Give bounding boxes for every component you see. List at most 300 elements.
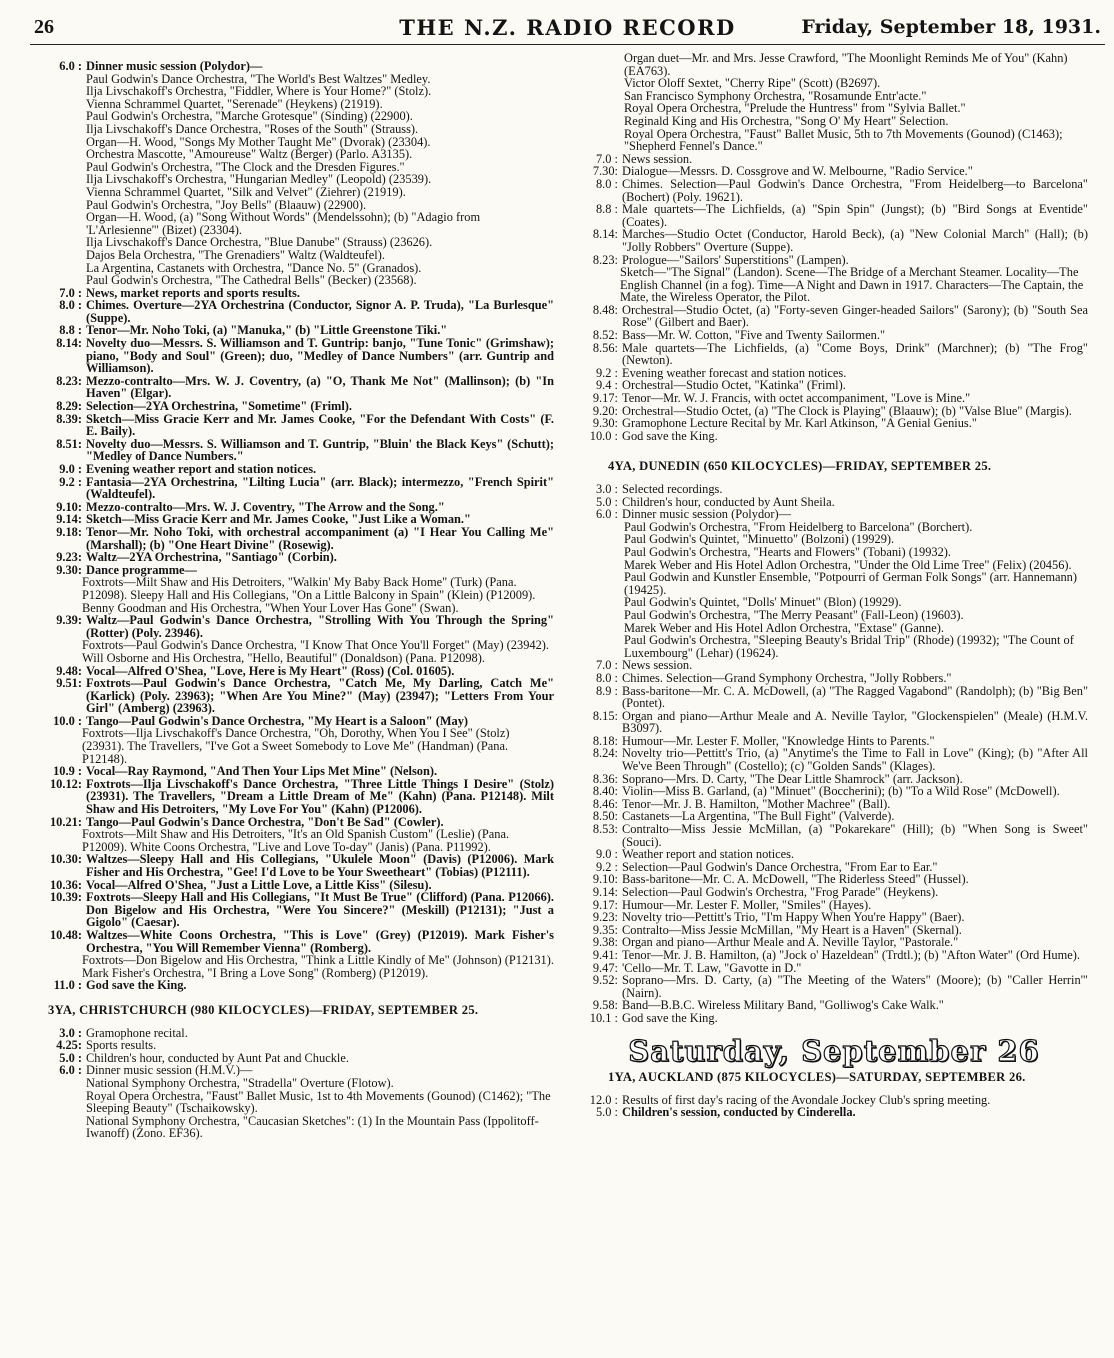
entry-text: Dinner music session (H.M.V.)— xyxy=(86,1063,253,1078)
entry-time: 7.0 : xyxy=(595,151,618,166)
entry-text: Tenor—Mr. Noho Toki, (a) "Manuka," (b) "Little Greenstone Tiki." xyxy=(86,323,448,338)
recording-item: Paul Godwin's Quintet, "Dolls' Minuet" (Blon) (19929). xyxy=(624,595,902,610)
programme-entry xyxy=(42,337,554,375)
right-column xyxy=(580,52,1088,1119)
entry-body xyxy=(86,299,554,324)
entry-body xyxy=(622,911,1088,924)
entry-body xyxy=(86,400,554,413)
entry-body xyxy=(86,463,554,476)
entry-time: 9.18: xyxy=(56,524,82,539)
programme-entry xyxy=(580,228,1088,253)
entry-body xyxy=(86,438,554,463)
entry-time: 9.23: xyxy=(56,550,82,565)
programme-entry xyxy=(42,551,554,564)
programme-entry xyxy=(42,526,554,551)
recording-item: Foxtrots—Milt Shaw and His Detroiters, "Walkin' My Baby Back Home" (Turk) (Pana. P12098). Sleepy Hall and His Collegians, "On a Little Balcony in Spain" (Klein) (P12009). Benny Goodman and His Orchestra, "When Your Lover Has Gone" (Swan). xyxy=(82,575,536,615)
entry-text: Chimes. Overture—2YA Orchestrina (Conductor, Signor A. P. Truda), "La Burlesque" (Suppe). xyxy=(86,298,554,325)
programme-entry xyxy=(42,375,554,400)
entry-time: 10.1 : xyxy=(589,1010,618,1025)
entry-body xyxy=(622,417,1088,430)
entry-text: Fantasia—2YA Orchestrina, "Lilting Lucia" (arr. Black); intermezzo, "French Spirit" (Waldteufel). xyxy=(86,474,554,502)
entry-time: 8.0 : xyxy=(595,176,618,191)
recording-item: Paul Godwin's Orchestra, "The Cathedral Bells" (Becker) (23568). xyxy=(86,273,417,288)
programme-entry xyxy=(42,1039,554,1052)
entry-text: Sports results. xyxy=(86,1038,157,1053)
1ya-heading: 1YA, AUCKLAND (875 KILOCYCLES)—SATURDAY, SEPTEMBER 26. xyxy=(608,1070,1026,1085)
recording-item: Reginald King and His Orchestra, "Song O' My Heart" Selection. xyxy=(624,113,949,128)
entry-body xyxy=(86,1027,554,1040)
entry-time: 8.48: xyxy=(592,302,618,317)
programme-entry xyxy=(580,392,1088,405)
entry-body xyxy=(622,304,1088,329)
programme-entry xyxy=(580,203,1088,228)
entry-text: Soprano—Mrs. D. Carty, "The Dear Little Shamrock" (arr. Jackson). xyxy=(622,771,963,786)
entry-body xyxy=(86,614,554,639)
recording-item: Ilja Livschakoff's Orchestra, "Fiddler, Where is Your Home?" (Stolz). xyxy=(86,84,432,99)
entry-text: News, market reports and sports results. xyxy=(86,285,300,300)
entry-time: 8.14: xyxy=(592,227,618,242)
entry-body xyxy=(622,329,1088,342)
entry-body xyxy=(86,778,554,816)
programme-entry xyxy=(42,778,554,816)
entry-text: Novelty duo—Messrs. S. Williamson and T. Guntrip, "Bluin' the Black Keys" (Schutt); "Medley of Dance Numbers." xyxy=(86,436,554,464)
entry-text: Male quartets—The Lichfields, (a) "Come Boys, Drink" (Marchner); (b) "The Frog" (Newton). xyxy=(622,340,1088,368)
programme-entry xyxy=(580,342,1088,367)
recording-item: Ilja Livschakoff's Orchestra, "Hungarian Medley" (Leopold) (23539). xyxy=(86,172,432,187)
entry-time: 11.0 : xyxy=(53,978,82,993)
entry-text: 'Cello—Mr. T. Law, "Gavotte in D." xyxy=(622,960,802,975)
programme-entry xyxy=(42,60,554,73)
entry-time: 9.14: xyxy=(56,512,82,527)
recording-item: Royal Opera Orchestra, "Faust" Ballet Music, 1st to 4th Movements (Gounod) (C1462); "The Sleeping Beauty" (Tschaikowsky). xyxy=(86,1088,551,1116)
entry-body xyxy=(622,672,1088,685)
entry-text: Tenor—Mr. W. J. Francis, with octet accompaniment, "Love is Mine." xyxy=(622,391,971,406)
entry-text: Novelty trio—Pettitt's Trio, "I'm Happy When You're Happy" (Baer). xyxy=(622,910,965,925)
entry-time: 3.0 : xyxy=(59,1025,82,1040)
entry-text: Evening weather report and station notices. xyxy=(86,462,317,476)
entry-text: Band—B.B.C. Wireless Military Band, "Golliwog's Cake Walk." xyxy=(622,998,944,1013)
recording-item: Foxtrots—Don Bigelow and His Orchestra, "Think a Little Kindly of Me" (Johnson) (P12131). Mark Fisher's Orchestra, "I Bring a Love Song" (Romberg) (P12019). xyxy=(82,953,554,980)
entry-text: Weather report and station notices. xyxy=(622,847,795,862)
entry-text: Castanets—La Argentina, "The Bull Fight" (Valverde). xyxy=(622,809,895,824)
entry-text: Male quartets—The Lichfields, (a) "Spin Spin" (Jungst); (b) "Bird Songs at Eventide" (Coates). xyxy=(622,202,1088,229)
entry-text: Organ and piano—Arthur Meale and A. Neville Taylor, "Pastorale." xyxy=(622,935,959,950)
entry-body xyxy=(622,508,1088,521)
entry-body xyxy=(86,337,554,375)
entry-text: Waltzes—White Coons Orchestra, "This is Love" (Grey) (P12019). Mark Fisher's Orchestra, "You Will Remember Vienna" (Romberg). xyxy=(86,927,554,955)
entry-items xyxy=(42,73,554,287)
recording-item: Organ—H. Wood, (a) "Song Without Words" (Mendelssohn); (b) "Adagio from 'L'Arlesienne'" (Bizet) (23304). xyxy=(86,210,481,237)
programme-entry xyxy=(42,400,554,413)
recording-item: Victor Oloff Sextet, "Cherry Ripe" (Scott) (B2697). xyxy=(624,76,881,91)
recording-item: Orchestra Mascotte, "Amoureuse" Waltz (Berger) (Parlo. A3135). xyxy=(86,147,413,162)
entry-text: Foxtrots—Paul Godwin's Dance Orchestra, "Catch Me, My Darling, Catch Me" (Karlick) (Poly. 23963); "When Are You Mine?" (May) (23947); "Letters From Your Girl" (Amberg) (23963). xyxy=(86,676,554,716)
entry-text: Tenor—Mr. J. B. Hamilton, "Mother Machree" (Ball). xyxy=(622,796,891,811)
entry-time: 7.0 : xyxy=(595,658,618,673)
entry-body xyxy=(86,413,554,438)
recording-item: Foxtrots—Ilja Livschakoff's Dance Orchestra, "Oh, Dorothy, When You I See" (Stolz) (23931). The Travellers, "I've Got a Sweet Somebody to Love Me" (Handman) (Pana. P12148). xyxy=(82,726,510,766)
entry-time: 9.51: xyxy=(56,676,82,691)
entry-time: 10.36: xyxy=(49,877,82,892)
entry-time: 9.41: xyxy=(592,947,618,962)
entry-body xyxy=(622,1106,1088,1119)
entry-time: 10.30: xyxy=(49,852,82,867)
entry-time: 9.58: xyxy=(592,998,618,1013)
recording-item: National Symphony Orchestra, "Stradella" Overture (Flotow). xyxy=(86,1075,394,1090)
recording-item: Ilja Livschakoff's Dance Orchestra, "Roses of the South" (Strauss). xyxy=(86,121,419,136)
entry-text: Chimes. Selection—Paul Godwin's Dance Orchestra, "From Heidelberg—to Barcelona" (Bochert) (Poly. 19621). xyxy=(622,176,1088,204)
entry-text: Vocal—Ray Raymond, "And Then Your Lips Met Mine" (Nelson). xyxy=(86,764,438,779)
entry-text: Dialogue—Messrs. D. Cossgrove and W. Melbourne, "Radio Service." xyxy=(622,164,973,179)
programme-entry xyxy=(42,853,554,878)
entry-time: 6.0 : xyxy=(59,59,82,73)
entry-time: 9.35: xyxy=(592,922,618,937)
entry-text: Tenor—Mr. Noho Toki, with orchestral accompaniment (a) "I Hear You Calling Me" (Marshall); (b) "One Heart Divine" (Rosewig). xyxy=(86,524,554,552)
entry-body xyxy=(622,342,1088,367)
4ya-programme xyxy=(580,483,1088,1025)
entry-text: Waltz—2YA Orchestrina, "Santiago" (Corbin). xyxy=(86,550,337,565)
entry-text: Vocal—Alfred O'Shea, "Love, Here is My Heart" (Ross) (Col. 01605). xyxy=(86,663,455,678)
3ya-heading: 3YA, CHRISTCHURCH (980 KILOCYCLES)—FRIDAY, SEPTEMBER 25. xyxy=(48,1002,479,1017)
entry-time: 9.0 : xyxy=(59,462,82,476)
3ya-programme xyxy=(42,1027,554,1140)
entry-time: 9.20: xyxy=(592,403,618,418)
programme-entry xyxy=(42,438,554,463)
programme-entry xyxy=(580,1106,1088,1119)
entry-body xyxy=(86,1039,554,1052)
recording-item: National Symphony Orchestra, "Caucasian Sketches": (1) In the Mountain Pass (Ippolitoff-Iwanoff) (Zono. EF36). xyxy=(86,1113,539,1141)
programme-entry xyxy=(42,463,554,476)
recording-item: Paul Godwin's Quintet, "Minuetto" (Bolzoni) (19929). xyxy=(624,532,895,547)
page-number: 26 xyxy=(34,16,54,38)
programme-entry xyxy=(580,672,1088,685)
entry-time: 12.0 : xyxy=(589,1092,618,1107)
recording-item: Paul Godwin's Orchestra, "From Heidelberg to Barcelona" (Borchert). xyxy=(624,519,973,534)
entry-text: Sketch—Miss Gracie Kerr and Mr. James Cooke, "For the Defendant With Costs" (F. E. Baily). xyxy=(86,411,554,439)
entry-text: Tenor—Mr. J. B. Hamilton, (a) "Jock o' Hazeldean" (Trdtl.); (b) "Afton Water" (Ord Hume). xyxy=(622,947,1080,962)
entry-time: 9.23: xyxy=(592,910,618,925)
entry-time: 9.38: xyxy=(592,935,618,950)
entry-text: Children's session, conducted by Cinderella. xyxy=(622,1105,856,1120)
entry-time: 10.0 : xyxy=(53,713,82,728)
entry-text: Evening weather forecast and station notices. xyxy=(622,365,847,380)
entry-text: News session. xyxy=(622,658,693,673)
recording-item: Marek Weber and His Hotel Adlon Orchestra, "Under the Old Lime Tree" (Felix) (20456). xyxy=(624,557,1072,572)
programme-entry xyxy=(42,979,554,992)
entry-time: 10.48: xyxy=(49,927,82,942)
programme-entry xyxy=(580,329,1088,342)
programme-entry xyxy=(42,476,554,501)
entry-text: Children's hour, conducted by Aunt Sheila. xyxy=(622,494,835,509)
entry-text: Foxtrots—Ilja Livschakoff's Dance Orchestra, "Three Little Things I Desire" (Stolz) (23931). The Travellers, "Dream a Little Dream of Me" (Kahn) (Pana. P12148). Milt Shaw and His Detroiters, "My Love For You" (Kahn) (P12006). xyxy=(86,776,554,817)
entry-time: 7.30: xyxy=(592,164,618,179)
recording-item: San Francisco Symphony Orchestra, "Rosamunde Entr'acte." xyxy=(624,88,927,103)
1ya-programme xyxy=(580,1094,1088,1119)
recording-item: Paul Godwin's Orchestra, "Hearts and Flowers" (Tobani) (19932). xyxy=(624,544,952,559)
entry-text: Contralto—Miss Jessie McMillan, (a) "Pokarekare" (Hill); (b) "When Song is Sweet" (Souci). xyxy=(622,822,1088,849)
entry-body xyxy=(622,430,1088,443)
entry-body xyxy=(86,677,554,715)
entry-continuation xyxy=(580,266,1088,304)
recording-item: Paul Godwin's Dance Orchestra, "The World's Best Waltzes" Medley. xyxy=(86,71,431,86)
recording-item: Sketch—"The Signal" (Landon). Scene—The Bridge of a Merchant Steamer. Locality—The English Channel (in a fog). Time—A Night and Dawn in 1917. Characters—The Captain, the Mate, the Wireless Operator, the Pilot. xyxy=(620,265,1084,305)
entry-body xyxy=(86,891,554,929)
entry-continuation xyxy=(42,639,554,664)
entry-time: 7.0 : xyxy=(59,285,82,300)
entry-text: Results of first day's racing of the Avondale Jockey Club's spring meeting. xyxy=(622,1092,991,1107)
programme-entry xyxy=(42,891,554,929)
entry-text: Selection—Paul Godwin's Orchestra, "Frog Parade" (Heykens). xyxy=(622,885,939,899)
recording-item: Paul Godwin's Orchestra, "Joy Bells" (Blaauw) (22900). xyxy=(86,197,367,212)
entry-text: Orchestral—Studio Octet, (a) "The Clock is Playing" (Blaauw); (b) "Valse Blue" (Margis). xyxy=(622,403,1072,418)
entry-text: Orchestral—Studio Octet, "Katinka" (Friml). xyxy=(622,378,846,393)
entry-text: Waltzes—Sleepy Hall and His Collegians, "Ukulele Moon" (Davis) (P12006). Mark Fisher and His Orchestra, "Gee! I'd Love to be Your Sweetheart" (Tobias) (P12111). xyxy=(86,852,554,879)
entry-text: Sketch—Miss Gracie Kerr and Mr. James Cooke, "Just Like a Woman." xyxy=(86,512,471,527)
entry-time: 10.39: xyxy=(49,890,82,905)
entry-text: Tango—Paul Godwin's Dance Orchestra, "My Heart is a Saloon" (May) xyxy=(86,713,469,728)
entry-continuation xyxy=(42,576,554,614)
entry-time: 9.4 : xyxy=(595,378,618,393)
entry-text: Gramophone Lecture Recital by Mr. Karl Atkinson, "A Genial Genius." xyxy=(622,416,977,431)
entry-text: Violin—Miss B. Garland, (a) "Minuet" (Boccherini); (b) "To a Wild Rose" (McDowell). xyxy=(622,784,1060,799)
entry-body xyxy=(86,929,554,954)
entry-text: Foxtrots—Sleepy Hall and His Collegians, "It Must Be True" (Clifford) (Pana. P12066). Don Bigelow and His Orchestra, "Were You Sincere?" (Meskill) (P12131); "Just a Gigolo" (Caesar). xyxy=(86,890,554,930)
programme-entry xyxy=(580,747,1088,772)
entry-time: 9.30: xyxy=(592,416,618,431)
recording-item: Foxtrots—Paul Godwin's Dance Orchestra, "I Know That Once You'll Forget" (May) (23942). Will Osborne and His Orchestra, "Hello, Beautiful" (Donaldson) (Pana. P12098). xyxy=(82,638,550,665)
entry-text: Dinner music session (Polydor)— xyxy=(86,59,263,73)
recording-item: Marek Weber and His Hotel Adlon Orchestra, "Extase" (Ganne). xyxy=(624,620,944,635)
recording-item: Organ duet—Mr. and Mrs. Jesse Crawford, "The Moonlight Reminds Me of You" (Kahn) (EA763). xyxy=(624,51,1068,78)
3ya-dinner-items-continued xyxy=(580,52,1088,153)
programme-entry xyxy=(580,886,1088,899)
programme-entry xyxy=(42,929,554,954)
programme-entry xyxy=(580,417,1088,430)
entry-time: 8.23: xyxy=(56,373,82,388)
entry-time: 10.9 : xyxy=(53,764,82,779)
programme-entry xyxy=(580,911,1088,924)
recording-item: Paul Godwin's Orchestra, "The Clock and the Dresden Figures." xyxy=(86,159,405,174)
publication-title: THE N.Z. RADIO RECORD xyxy=(399,15,736,40)
recording-item: Organ—H. Wood, "Songs My Mother Taught Me" (Dvorak) (23304). xyxy=(86,134,431,149)
programme-entry xyxy=(580,823,1088,848)
recording-item: Vienna Schrammel Quartet, "Serenade" (Heykens) (21919). xyxy=(86,96,383,111)
entry-time: 8.8 : xyxy=(595,202,618,217)
entry-time: 6.0 : xyxy=(59,1063,82,1078)
entry-time: 9.14: xyxy=(592,885,618,899)
entry-time: 10.12: xyxy=(49,776,82,791)
entry-text: Selection—2YA Orchestrina, "Sometime" (Friml). xyxy=(86,399,352,414)
entry-text: Organ and piano—Arthur Meale and A. Neville Taylor, "Glockenspielen" (Meale) (H.M.V. B3097). xyxy=(622,708,1088,736)
entry-body xyxy=(622,974,1088,999)
entry-time: 10.0 : xyxy=(589,428,618,443)
entry-body xyxy=(86,60,554,73)
entry-text: God save the King. xyxy=(622,1010,718,1025)
entry-body xyxy=(622,228,1088,253)
entry-text: God save the King. xyxy=(86,978,187,993)
entry-time: 8.18: xyxy=(592,733,618,748)
entry-body xyxy=(622,886,1088,899)
entry-text: Children's hour, conducted by Aunt Pat and Chuckle. xyxy=(86,1050,349,1065)
entry-time: 9.30: xyxy=(56,562,82,577)
entry-time: 8.53: xyxy=(592,822,618,837)
entry-time: 8.50: xyxy=(592,809,618,824)
programme-entry xyxy=(42,677,554,715)
entry-time: 10.21: xyxy=(49,814,82,829)
entry-time: 5.0 : xyxy=(595,494,618,509)
page-header xyxy=(30,10,1105,45)
issue-date: Friday, September 18, 1931. xyxy=(801,16,1101,38)
entry-text: Bass-baritone—Mr. C. A. McDowell, (a) "The Ragged Vagabond" (Randolph); (b) "Big Ben" (Pontet). xyxy=(622,683,1088,711)
programme-entry xyxy=(580,785,1088,798)
2ya-programme xyxy=(42,60,554,992)
entry-text: Marches—Studio Octet (Conductor, Harold Beck), (a) "New Colonial March" (Hall); (b) "Jolly Robbers" Overture (Suppe). xyxy=(622,227,1088,254)
entry-text: Selected recordings. xyxy=(622,482,723,496)
entry-time: 9.47: xyxy=(592,960,618,975)
programme-entry xyxy=(42,299,554,324)
entry-continuation xyxy=(42,828,554,853)
entry-time: 8.24: xyxy=(592,746,618,761)
entry-time: 8.39: xyxy=(56,411,82,426)
entry-text: Gramophone recital. xyxy=(86,1025,188,1040)
entry-time: 8.29: xyxy=(56,399,82,414)
entry-time: 5.0 : xyxy=(595,1105,618,1120)
entry-text: Orchestral—Studio Octet, (a) "Forty-seven Ginger-headed Sailors" (Sarony); (b) "South Sea Rose" (Gilbert and Baer). xyxy=(622,302,1088,330)
entry-time: 9.17: xyxy=(592,897,618,912)
programme-entry xyxy=(580,710,1088,735)
programme-entry xyxy=(42,765,554,778)
entry-time: 8.23: xyxy=(592,252,618,267)
entry-body xyxy=(86,551,554,564)
entry-body xyxy=(86,765,554,778)
entry-text: Vocal—Alfred O'Shea, "Just a Little Love, a Little Kiss" (Silesu). xyxy=(86,877,432,892)
programme-entry xyxy=(580,178,1088,203)
entry-time: 9.2 : xyxy=(595,859,618,874)
entry-body xyxy=(622,685,1088,710)
entry-time: 9.10: xyxy=(56,499,82,514)
entry-text: Dinner music session (Polydor)— xyxy=(622,507,791,522)
entry-time: 8.14: xyxy=(56,336,82,351)
entry-text: Waltz—Paul Godwin's Dance Orchestra, "Strolling With You Through the Spring" (Rotter) (Poly. 23946). xyxy=(86,613,554,640)
entry-body xyxy=(86,526,554,551)
entry-body xyxy=(86,979,554,992)
entry-time: 8.36: xyxy=(592,771,618,786)
programme-entry xyxy=(580,1012,1088,1025)
entry-time: 8.0 : xyxy=(595,670,618,685)
programme-entry xyxy=(580,685,1088,710)
entry-time: 9.2 : xyxy=(595,365,618,380)
programme-entry xyxy=(580,848,1088,861)
entry-body xyxy=(622,203,1088,228)
entry-text: Tango—Paul Godwin's Dance Orchestra, "Don't Be Sad" (Cowler). xyxy=(86,814,444,829)
entry-time: 9.10: xyxy=(592,872,618,887)
entry-time: 8.40: xyxy=(592,784,618,799)
entry-text: Dance programme— xyxy=(86,562,197,577)
programme-entry xyxy=(580,949,1088,962)
entry-body xyxy=(86,853,554,878)
3ya-evening-programme xyxy=(580,153,1088,443)
entry-text: Humour—Mr. Lester F. Moller, "Smiles" (Hayes). xyxy=(622,897,872,912)
entry-body xyxy=(86,375,554,400)
recording-item: Royal Opera Orchestra, "Prelude the Huntress" from "Sylvia Ballet." xyxy=(624,101,966,116)
programme-entry xyxy=(580,430,1088,443)
entry-text: Mezzo-contralto—Mrs. W. J. Coventry, (a) "O, Thank Me Not" (Mallinson); (b) "In Haven" (Elgar). xyxy=(86,373,554,401)
entry-body xyxy=(622,848,1088,861)
programme-entry xyxy=(580,508,1088,521)
entry-text: Prologue—"Sailors' Superstitions" (Lampen). xyxy=(622,252,849,267)
recording-item: Paul Godwin and Kunstler Ensemble, "Potpourri of German Folk Songs" (arr. Hannemann) (19425). xyxy=(624,570,1078,597)
entry-time: 9.48: xyxy=(56,663,82,678)
entry-time: 9.52: xyxy=(592,973,618,988)
recording-item: Vienna Schrammel Quartet, "Silk and Velvet" (Ziehrer) (21919). xyxy=(86,184,406,199)
entry-time: 9.0 : xyxy=(595,847,618,862)
entry-text: News session. xyxy=(622,151,693,166)
4ya-heading: 4YA, DUNEDIN (650 KILOCYCLES)—FRIDAY, SEPTEMBER 25. xyxy=(608,459,992,474)
entry-text: Novelty duo—Messrs. S. Williamson and T. Guntrip: banjo, "Tune Tonic" (Grimshaw); piano, "Body and Soul" (Green); duo, "Medley of Dance Numbers" (arr. Guntrip and Williamson). xyxy=(86,336,554,376)
entry-text: Humour—Mr. Lester F. Moller, "Knowledge Hints to Parents." xyxy=(622,733,935,748)
entry-body xyxy=(622,747,1088,772)
programme-entry xyxy=(580,483,1088,496)
entry-body xyxy=(622,823,1088,848)
recording-item: Paul Godwin's Orchestra, "The Merry Peasant" (Fall-Leon) (19603). xyxy=(624,607,964,622)
entry-body xyxy=(622,483,1088,496)
entry-text: Contralto—Miss Jessie McMillan, "My Heart is a Haven" (Skernal). xyxy=(622,922,962,937)
programme-entry xyxy=(580,974,1088,999)
entry-time: 8.46: xyxy=(592,796,618,811)
entry-text: Selection—Paul Godwin's Dance Orchestra, "From Ear to Ear." xyxy=(622,859,938,874)
saturday-banner: Saturday, September 26 xyxy=(628,1033,1040,1068)
entry-items xyxy=(42,1077,554,1140)
entry-text: God save the King. xyxy=(622,428,718,443)
entry-body xyxy=(622,710,1088,735)
entry-time: 9.17: xyxy=(592,391,618,406)
entry-time: 3.0 : xyxy=(595,482,618,496)
recording-item: Foxtrots—Milt Shaw and His Detroiters, "It's an Old Spanish Custom" (Leslie) (Pana. P12009). White Coons Orchestra, "Live and Love To-day" (Janis) (Pana. P11992). xyxy=(82,827,510,854)
entry-body xyxy=(622,178,1088,203)
entry-text: Novelty trio—Pettitt's Trio, (a) "Anytime's the Time to Fall in Love" (King); (b) "After All We've Been Through" (Costello); (c) "Golden Sands" (Klages). xyxy=(622,746,1088,774)
entry-time: 4.25: xyxy=(56,1038,82,1053)
recording-item: Royal Opera Orchestra, "Faust" Ballet Music, 5th to 7th Movements (Gounod) (C1463); "Shepherd Fennel's Dance." xyxy=(624,126,1063,154)
entry-time: 9.2 : xyxy=(59,474,82,489)
programme-entry xyxy=(42,413,554,438)
recording-item: Ilja Livschakoff's Dance Orchestra, "Blue Danube" (Strauss) (23626). xyxy=(86,235,433,250)
entry-time: 8.52: xyxy=(592,328,618,343)
recording-item: Paul Godwin's Orchestra, "Marche Grotesque" (Sinding) (22900). xyxy=(86,109,413,124)
entry-time: 8.51: xyxy=(56,436,82,451)
entry-time: 8.56: xyxy=(592,340,618,355)
entry-time: 8.9 : xyxy=(595,683,618,698)
entry-text: Chimes. Selection—Grand Symphony Orchestra, "Jolly Robbers." xyxy=(622,670,952,685)
left-column xyxy=(42,60,554,1140)
entry-text: Bass—Mr. W. Cotton, "Five and Twenty Sailormen." xyxy=(622,328,886,343)
entry-time: 9.39: xyxy=(56,613,82,628)
entry-text: Soprano—Mrs. D. Carty, (a) "The Meeting of the Waters" (Moore); (b) "Caller Herrin'" (Nairn). xyxy=(622,973,1088,1000)
entry-text: Bass-baritone—Mr. C. A. McDowell, "The Riderless Steed" (Hussel). xyxy=(622,872,969,887)
programme-entry xyxy=(42,614,554,639)
entry-text: Mezzo-contralto—Mrs. W. J. Coventry, "The Arrow and the Song." xyxy=(86,499,445,514)
entry-time: 8.15: xyxy=(592,708,618,723)
entry-body xyxy=(622,1012,1088,1025)
programme-entry xyxy=(580,304,1088,329)
entry-body xyxy=(622,785,1088,798)
recording-item: Paul Godwin's Orchestra, "Sleeping Beauty's Bridal Trip" (Rhode) (19932); "The Count of Luxembourg" (Lehar) (19624). xyxy=(624,633,1074,660)
recording-item: La Argentina, Castanets with Orchestra, "Dance No. 5" (Granados). xyxy=(86,260,422,275)
entry-time: 6.0 : xyxy=(595,507,618,522)
entry-items xyxy=(580,521,1088,660)
entry-continuation xyxy=(42,727,554,765)
entry-continuation xyxy=(42,954,554,979)
recording-item: Dajos Bela Orchestra, "The Grenadiers" Waltz (Waldteufel). xyxy=(86,247,385,262)
